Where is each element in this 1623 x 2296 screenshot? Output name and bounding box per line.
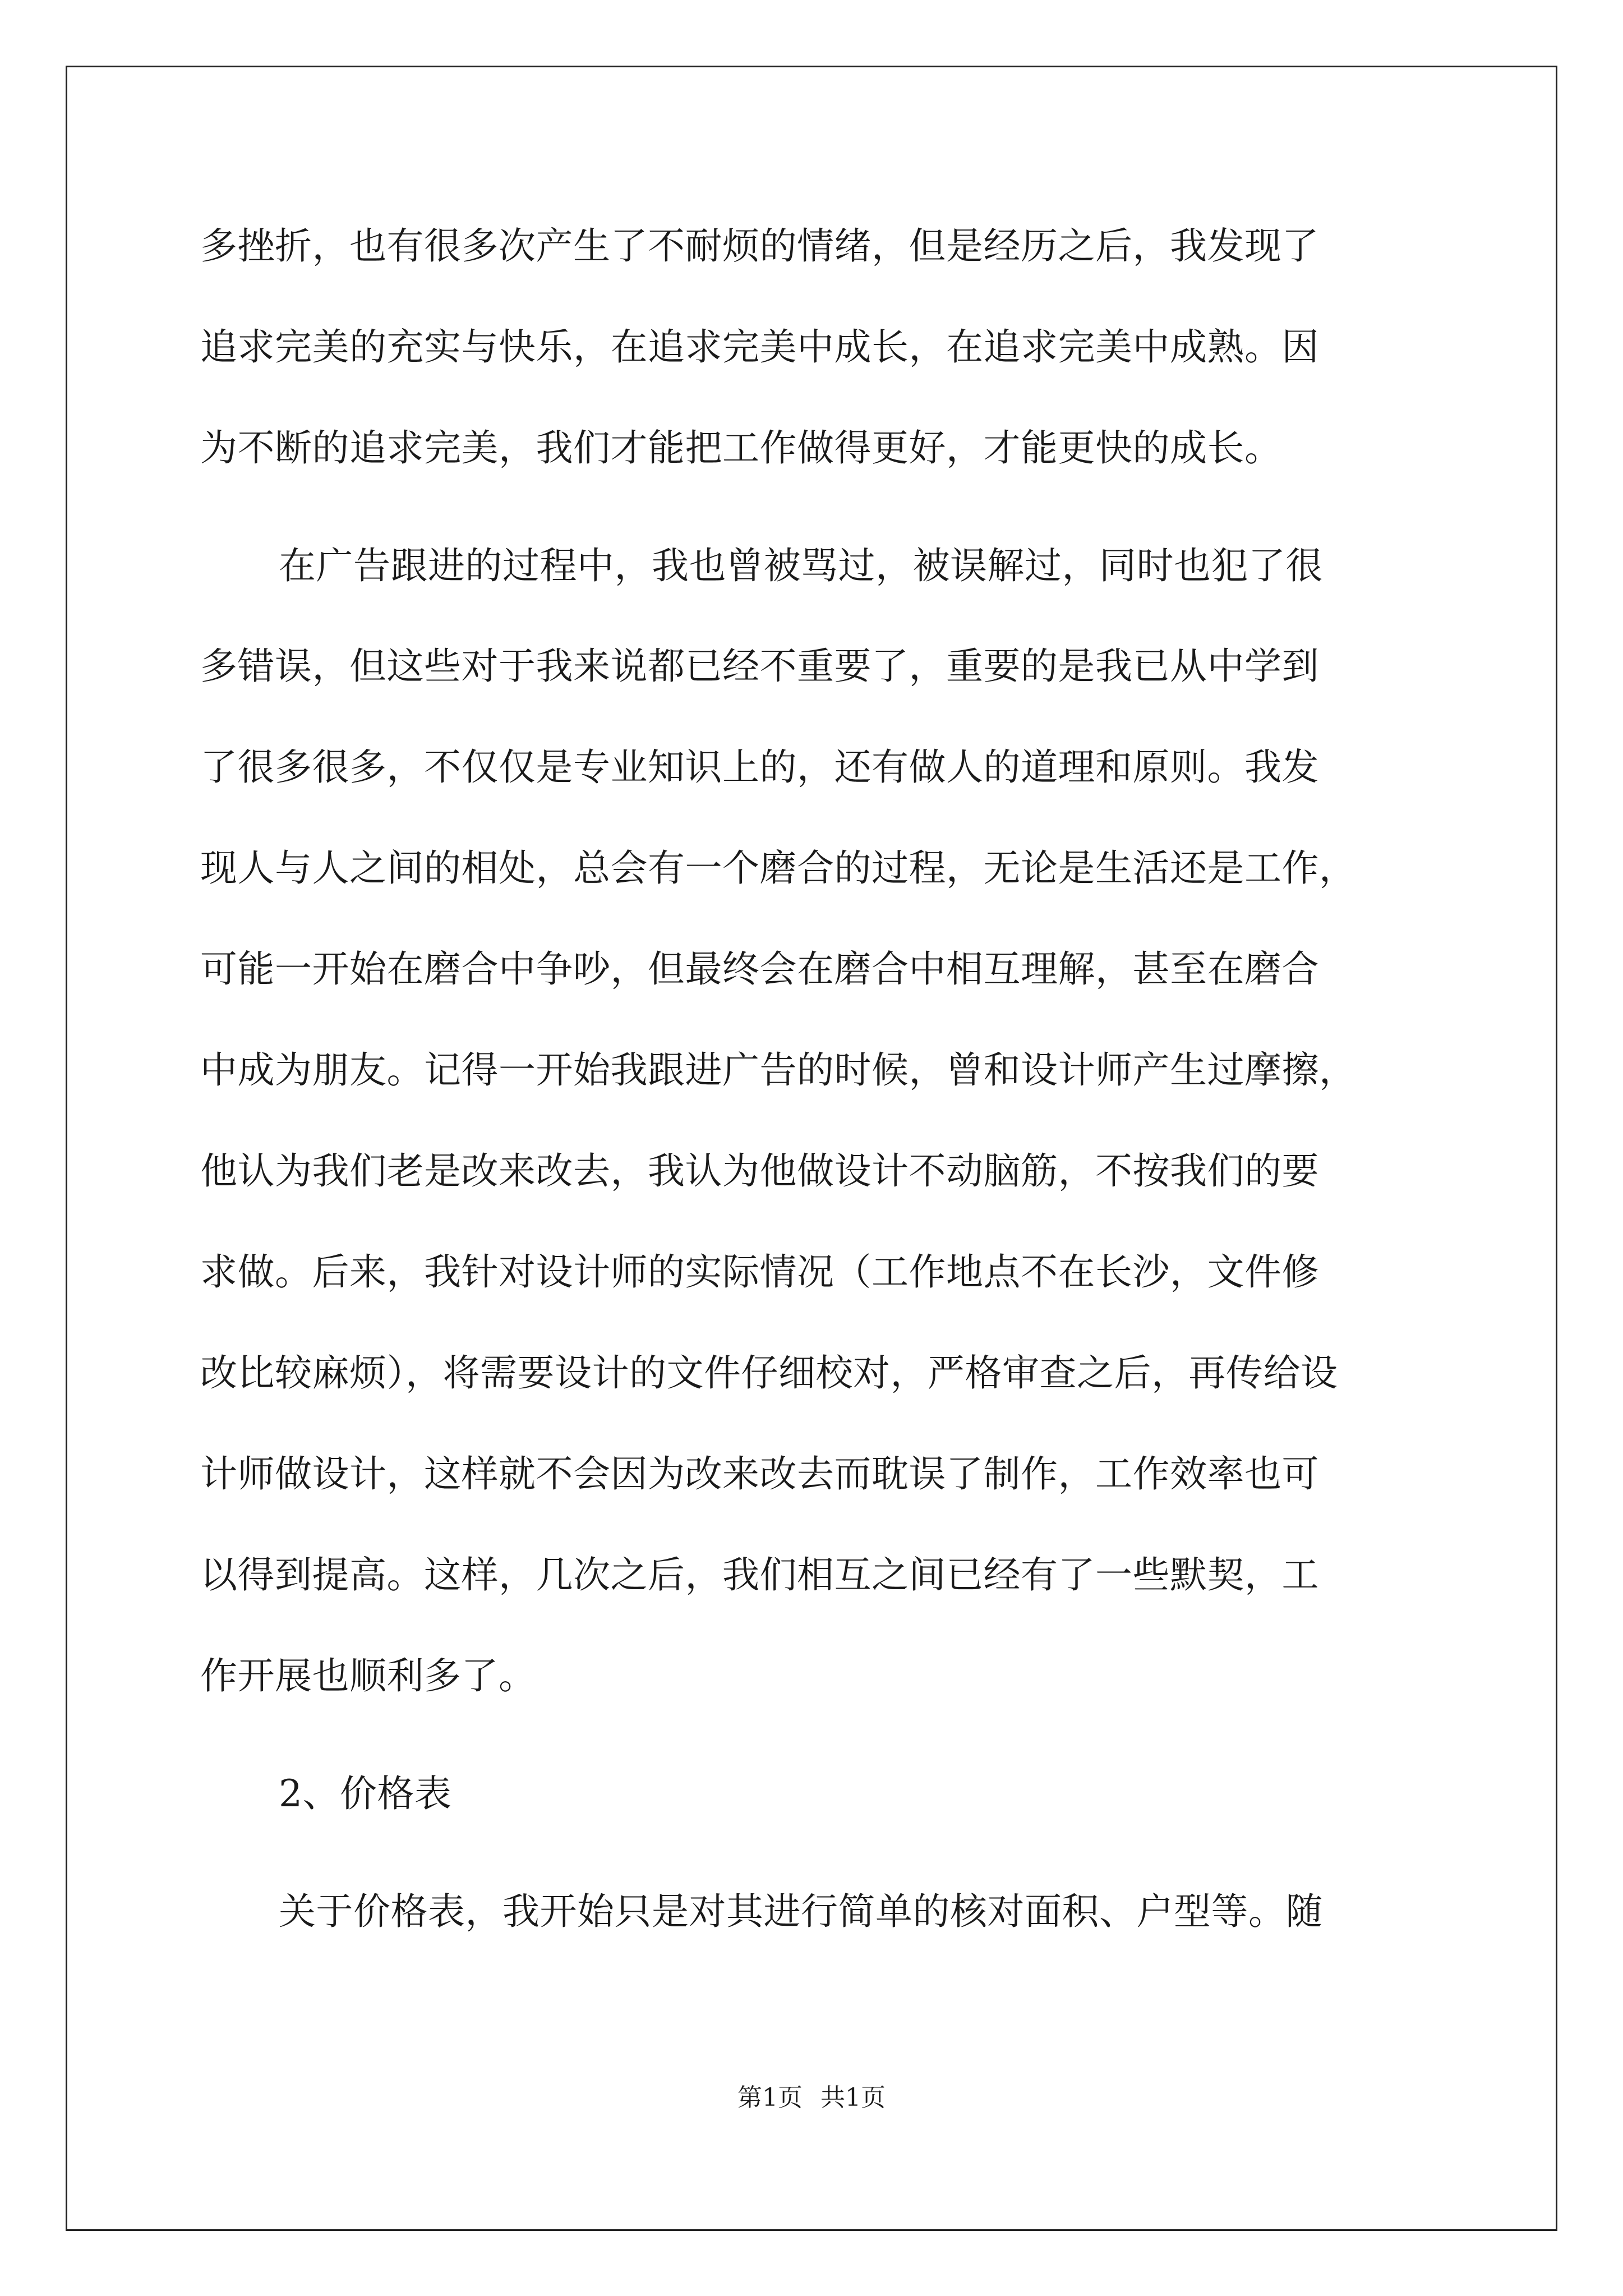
text-line-7: 现人与人之间的相处，总会有一个磨合的过程，无论是生活还是工作， (200, 846, 1357, 890)
text-line-13: 计师做设计，这样就不会因为改来改去而耽误了制作，工作效率也可 (200, 1452, 1319, 1496)
text-line-10: 他认为我们老是改来改去，我认为他做设计不动脑筋，不按我们的要 (200, 1149, 1319, 1193)
text-line-2: 追求完美的充实与快乐，在追求完美中成长，在追求完美中成熟。因 (200, 325, 1319, 369)
page-footer (0, 2081, 1623, 2115)
text-line-15: 作开展也顺利多了。 (200, 1654, 536, 1697)
text-line-1: 多挫折，也有很多次产生了不耐烦的情绪，但是经历之后，我发现了 (200, 224, 1319, 268)
text-line-14: 以得到提高。这样，几次之后，我们相互之间已经有了一些默契，工 (200, 1553, 1319, 1596)
text-line-8: 可能一开始在磨合中争吵，但最终会在磨合中相互理解，甚至在磨合 (200, 947, 1319, 991)
text-line-17: 关于价格表，我开始只是对其进行简单的核对面积、户型等。随 (279, 1890, 1323, 1933)
text-line-4: 在广告跟进的过程中，我也曾被骂过，被误解过，同时也犯了很 (279, 544, 1323, 587)
text-line-9: 中成为朋友。记得一开始我跟进广告的时候，曾和设计师产生过摩擦， (200, 1048, 1357, 1092)
text-line-5: 多错误，但这些对于我来说都已经不重要了，重要的是我已从中学到 (200, 645, 1319, 688)
text-line-11: 求做。后来，我针对设计师的实际情况（工作地点不在长沙，文件修 (200, 1250, 1319, 1294)
page-total: 共1页 (820, 2083, 886, 2112)
text-line-3: 为不断的追求完美，我们才能把工作做得更好，才能更快的成长。 (200, 426, 1282, 470)
page-number: 第1页 (737, 2083, 803, 2112)
section-heading: 2、价格表 (279, 1772, 452, 1815)
text-line-6: 了很多很多，不仅仅是专业知识上的，还有做人的道理和原则。我发 (200, 746, 1319, 789)
text-line-12: 改比较麻烦），将需要设计的文件仔细校对，严格审查之后，再传给设 (200, 1351, 1338, 1395)
